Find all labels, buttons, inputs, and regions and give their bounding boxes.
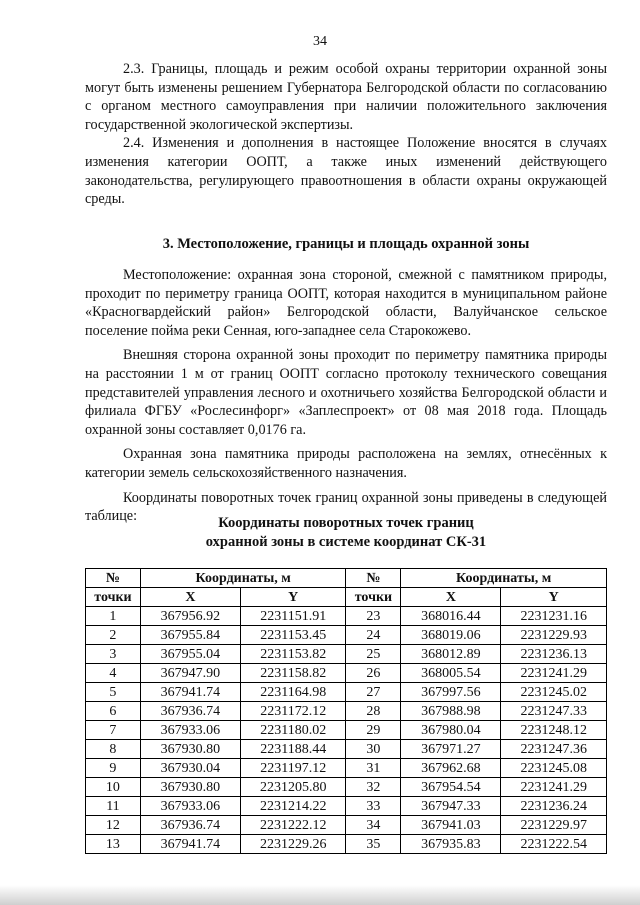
y-right-cell: 2231229.97 — [501, 816, 607, 835]
section-title: 3. Местоположение, границы и площадь охранной зоны — [162, 236, 530, 252]
x-left-cell: 367930.04 — [140, 759, 240, 778]
y-right-cell: 2231236.13 — [501, 645, 607, 664]
y-right-cell: 2231229.93 — [501, 626, 607, 645]
paragraph-outer-boundary: Внешняя сторона охранной зоны проходит по периметру памятника природы на расстоянии 1 м от границ ООПТ согласно протоколу технического совещания представителей управления лесного и охотничьего хозяйства Белгородской области и филиала ФГБУ «Рослесинфорг» «Заплеспроект» от 08 мая 2018 года. Площадь охранной зоны составляет 0,0176 га. — [85, 347, 607, 438]
x-right-cell: 367954.54 — [401, 778, 501, 797]
x-right-cell: 368012.89 — [401, 645, 501, 664]
y-left-cell: 2231214.22 — [241, 797, 346, 816]
table-row — [86, 645, 607, 664]
x-left-cell: 367941.74 — [140, 683, 240, 702]
point-num-right-cell: 27 — [346, 683, 401, 702]
x-left-cell: 367933.06 — [140, 797, 240, 816]
x-left-cell: 367933.06 — [140, 721, 240, 740]
x-left-cell: 367955.84 — [140, 626, 240, 645]
top-paragraphs — [85, 60, 607, 209]
point-num-left-cell: 13 — [86, 835, 141, 854]
point-num-left-cell: 1 — [86, 607, 141, 626]
point-num-left-cell: 12 — [86, 816, 141, 835]
table-row — [86, 626, 607, 645]
y-right-cell: 2231241.29 — [501, 778, 607, 797]
table-row — [86, 778, 607, 797]
table-header-row-2 — [86, 588, 607, 607]
y-left-cell: 2231153.45 — [241, 626, 346, 645]
y-left-cell: 2231172.12 — [241, 702, 346, 721]
y-right-cell: 2231236.24 — [501, 797, 607, 816]
table-row — [86, 683, 607, 702]
table-row — [86, 664, 607, 683]
y-right-cell: 2231231.16 — [501, 607, 607, 626]
coordinates-table — [85, 568, 607, 854]
point-num-left-cell: 5 — [86, 683, 141, 702]
x-right-cell: 367941.03 — [401, 816, 501, 835]
x-right-cell: 367935.83 — [401, 835, 501, 854]
x-right-cell: 367988.98 — [401, 702, 501, 721]
y-right-cell: 2231247.36 — [501, 740, 607, 759]
y-left-cell: 2231153.82 — [241, 645, 346, 664]
y-left-cell: 2231197.12 — [241, 759, 346, 778]
table-row — [86, 797, 607, 816]
point-num-right-cell: 23 — [346, 607, 401, 626]
point-num-right-cell: 29 — [346, 721, 401, 740]
y-left-cell: 2231229.26 — [241, 835, 346, 854]
y-left-cell: 2231205.80 — [241, 778, 346, 797]
point-num-left-cell: 11 — [86, 797, 141, 816]
x-left-cell: 367930.80 — [140, 778, 240, 797]
x-left-cell: 367936.74 — [140, 702, 240, 721]
x-right-cell: 367997.56 — [401, 683, 501, 702]
y-left-cell: 2231158.82 — [241, 664, 346, 683]
point-num-left-cell: 3 — [86, 645, 141, 664]
table-row — [86, 607, 607, 626]
table-row — [86, 740, 607, 759]
header-point-right: точки — [346, 588, 401, 607]
point-num-right-cell: 35 — [346, 835, 401, 854]
scan-edge — [0, 885, 640, 905]
table-header-row-1 — [86, 569, 607, 588]
table-row — [86, 759, 607, 778]
point-num-right-cell: 33 — [346, 797, 401, 816]
y-left-cell: 2231222.12 — [241, 816, 346, 835]
x-left-cell: 367941.74 — [140, 835, 240, 854]
x-right-cell: 368019.06 — [401, 626, 501, 645]
point-num-left-cell: 10 — [86, 778, 141, 797]
table-title-line-2: охранной зоны в системе координат СК-31 — [205, 534, 487, 550]
header-num-right: № — [346, 569, 401, 588]
header-point-left: точки — [86, 588, 141, 607]
point-num-left-cell: 9 — [86, 759, 141, 778]
point-num-right-cell: 26 — [346, 664, 401, 683]
table-row — [86, 721, 607, 740]
point-num-right-cell: 24 — [346, 626, 401, 645]
y-left-cell: 2231151.91 — [241, 607, 346, 626]
y-right-cell: 2231245.08 — [501, 759, 607, 778]
paragraph-2-3: 2.3. Границы, площадь и режим особой охраны территории охранной зоны могут быть изменены решением Губернатора Белгородской области по согласованию с органом местного самоуправления при наличии положительного заключения государственной экологической экспертизы. — [85, 61, 607, 133]
x-left-cell: 367956.92 — [140, 607, 240, 626]
table-row — [86, 816, 607, 835]
x-left-cell: 367930.80 — [140, 740, 240, 759]
x-left-cell: 367955.04 — [140, 645, 240, 664]
header-x-left: X — [140, 588, 240, 607]
header-num-left: № — [86, 569, 141, 588]
y-right-cell: 2231247.33 — [501, 702, 607, 721]
point-num-right-cell: 30 — [346, 740, 401, 759]
paragraph-land-category: Охранная зона памятника природы расположена на землях, отнесённых к категории земель сельскохозяйственного назначения. — [85, 446, 607, 481]
y-right-cell: 2231241.29 — [501, 664, 607, 683]
point-num-right-cell: 28 — [346, 702, 401, 721]
x-right-cell: 367971.27 — [401, 740, 501, 759]
x-right-cell: 368016.44 — [401, 607, 501, 626]
page-number: 34 — [313, 34, 327, 49]
header-y-right: Y — [501, 588, 607, 607]
paragraph-location: Местоположение: охранная зона стороной, смежной с памятником природы, проходит по периметру граница ООПТ, которая находится в муниципальном районе «Красногвардейский район» Белгородской области, Валуйчанское сельское поселение пойма реки Сенная, юго-западнее села Старокожево. — [85, 267, 607, 339]
point-num-right-cell: 31 — [346, 759, 401, 778]
point-num-left-cell: 6 — [86, 702, 141, 721]
y-right-cell: 2231222.54 — [501, 835, 607, 854]
point-num-left-cell: 2 — [86, 626, 141, 645]
y-right-cell: 2231245.02 — [501, 683, 607, 702]
x-left-cell: 367947.90 — [140, 664, 240, 683]
point-num-right-cell: 34 — [346, 816, 401, 835]
header-x-right: X — [401, 588, 501, 607]
table-row — [86, 702, 607, 721]
x-right-cell: 367962.68 — [401, 759, 501, 778]
section-paragraphs — [85, 266, 607, 526]
table-row — [86, 835, 607, 854]
y-left-cell: 2231188.44 — [241, 740, 346, 759]
x-right-cell: 367980.04 — [401, 721, 501, 740]
x-left-cell: 367936.74 — [140, 816, 240, 835]
y-left-cell: 2231180.02 — [241, 721, 346, 740]
paragraph-2-4: 2.4. Изменения и дополнения в настоящее Положение вносятся в случаях изменения категории ООПТ, а также иных изменений действующего законодательства, регулирующего правоотношения в области охраны окружающей среды. — [85, 135, 607, 208]
table-title-line-1: Координаты поворотных точек границ — [218, 515, 474, 531]
header-coords-left: Координаты, м — [140, 569, 346, 588]
point-num-left-cell: 8 — [86, 740, 141, 759]
paragraph-coordinates-intro: Координаты поворотных точек границ охранной зоны приведены в следующей таблице: — [85, 489, 607, 525]
x-right-cell: 367947.33 — [401, 797, 501, 816]
y-right-cell: 2231248.12 — [501, 721, 607, 740]
point-num-left-cell: 7 — [86, 721, 141, 740]
point-num-right-cell: 25 — [346, 645, 401, 664]
point-num-right-cell: 32 — [346, 778, 401, 797]
x-right-cell: 368005.54 — [401, 664, 501, 683]
point-num-left-cell: 4 — [86, 664, 141, 683]
y-left-cell: 2231164.98 — [241, 683, 346, 702]
header-coords-right: Координаты, м — [401, 569, 607, 588]
header-y-left: Y — [241, 588, 346, 607]
table-title — [85, 514, 607, 552]
